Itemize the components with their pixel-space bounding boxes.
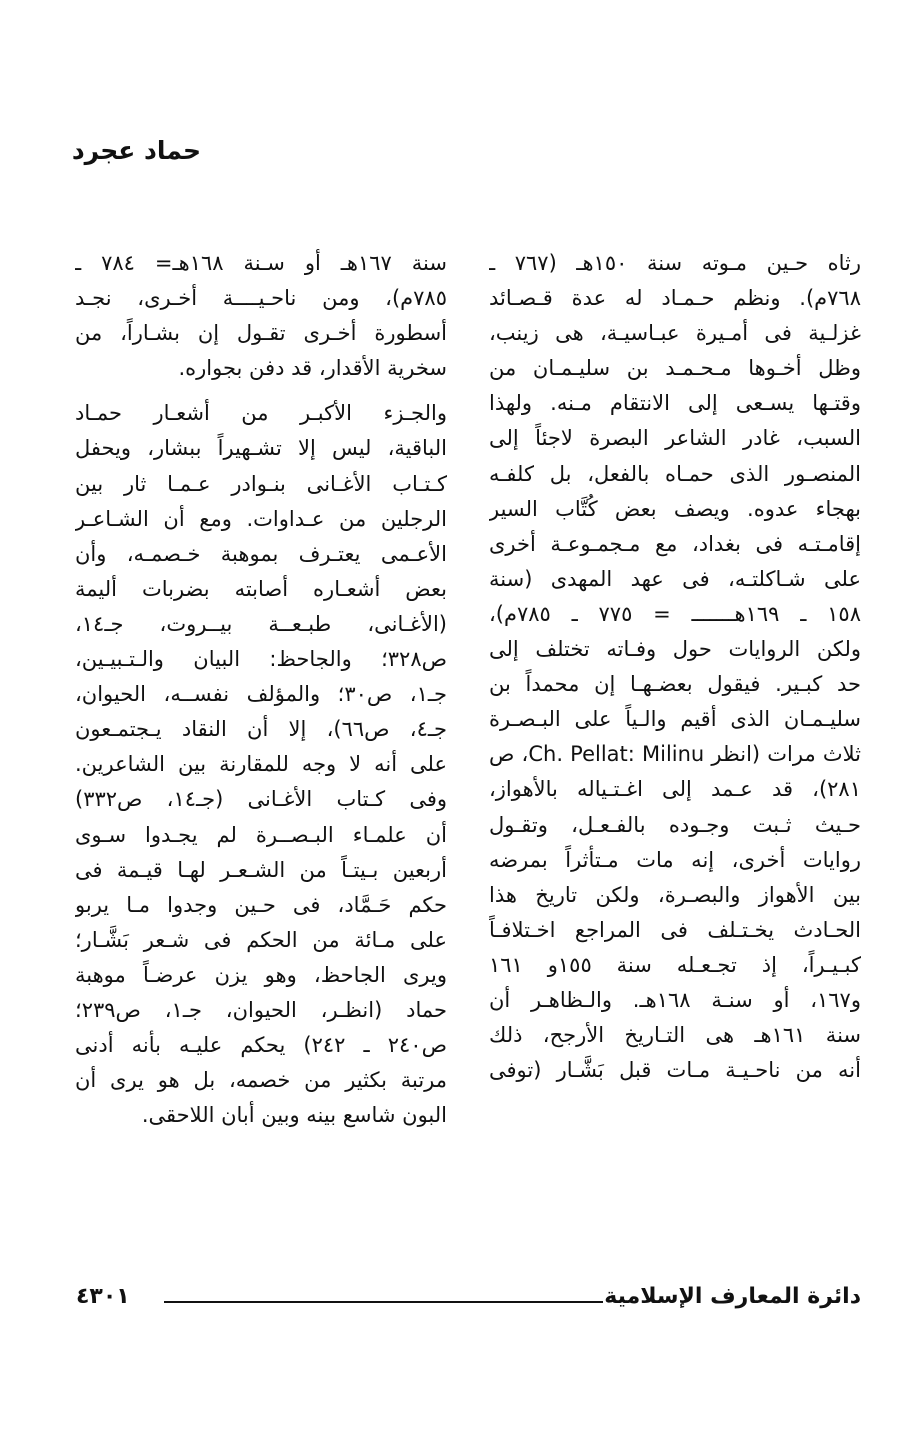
text-line: أسطورة أخـرى تقـول إن بشـاراً، من [75, 321, 447, 346]
text-line: أن علمـاء البـصــرة لم يجـدوا سـوى [75, 822, 447, 847]
text-line: كبـيـراً، إذ تجـعـله سنة ١٥٥و ١٦١ [489, 952, 861, 977]
text-line: ١٥٨ ـ ١٦٩هـــــــ = ٧٧٥ ـ ٧٨٥م)، [489, 601, 861, 626]
text-line: الرجلين من عـداوات. ومع أن الشـاعـر [75, 506, 447, 531]
text-line: ولكن الروايات حول وفـاته تختلف إلى [489, 637, 861, 662]
text-line: مرتبة بكثير من خصمه، بل هو يرى أن [75, 1068, 447, 1093]
text-line: وظل أخـوها مـحـمـد بن سليـمـان من [489, 356, 861, 381]
text-line: حـيث ثـبت وجـوده بالفـعـل، وتقـول [489, 812, 861, 837]
text-line: أنه من ناحـيـة مـات قبل بَشَّـار (توفى [489, 1058, 861, 1083]
text-line: وفى كـتاب الأغـانى (جـ١٤، ص٣٣٢) [75, 787, 447, 812]
text-line: أربعين بـيتـاً من الشـعـر لهـا قيـمة فى [75, 857, 447, 882]
paragraph-gap [75, 386, 447, 396]
text-line: سليـمـان الذى أقيم والـياً على البـصـرة [489, 707, 861, 732]
text-column-right [489, 246, 861, 1088]
text-line: المنصـور الذى حمـاه بالفعل، بل كلفـه [489, 461, 861, 486]
text-line: حماد (انظـر، الحيوان، جـ١، ص٢٣٩؛ [75, 997, 447, 1022]
text-line: ٧٨٥م)، ومن ناحـيــــة أخـرى، نجـد [75, 286, 447, 311]
footer-page-number: ٤٣٠١ [76, 1284, 130, 1309]
text-line: الحـادث يخـتـلف فى المراجع اخـتلافـاً [489, 917, 861, 942]
text-line: على شـاكلتـه، فى عهد المهدى (سنة [489, 566, 861, 591]
text-line: جـ١، ص٣٠؛ والمؤلف نفســه، الحيوان، [75, 682, 447, 707]
text-line: غزلـية فى أمـيرة عبـاسيـة، هى زينب، [489, 321, 861, 346]
text-line: والجـزء الأكبـر من أشعـار حمـاد [75, 401, 447, 426]
text-line: على مـائة من الحكم فى شـعر بَشَّـار؛ [75, 927, 447, 952]
text-line: على أنه لا وجه للمقارنة بين الشاعرين. [75, 752, 447, 777]
text-line: بين الأهواز والبصـرة، ولكن تاريخ هذا [489, 882, 861, 907]
text-line: سنة ١٦٧هـ أو سـنة ١٦٨هـ= ٧٨٤ ـ [75, 251, 447, 275]
text-line: بعض أشعـاره أصابته بضربات أليمة [75, 576, 447, 601]
text-line: حد كبـير. فيقول بعضـهـا إن محمداً بن [489, 672, 861, 697]
text-line: سخرية الأقدار، قد دفن بجواره. [178, 356, 447, 381]
footer-encyclopedia-name: دائرة المعارف الإسلامية [604, 1284, 861, 1309]
text-column-left [75, 246, 447, 1133]
text-line: بهجاء عدوه. ويصف بعض كُتَّاب السير [489, 496, 861, 521]
footer-rule-divider [164, 1301, 603, 1303]
text-line: إقامـتـه فى بغداد، مع مـجمـوعـة أخرى [489, 531, 861, 556]
text-line: وقتـها يسـعى إلى الانتقام مـنه. ولهذا [489, 391, 861, 416]
text-line: حكم حَـمَّاد، فى حـين وجدوا مـا يربو [75, 892, 447, 917]
page-footer [76, 1284, 861, 1318]
text-line: ص٢٤٠ ـ ٢٤٢) يحكم عليـه بأنه أدنى [75, 1033, 447, 1058]
text-line: روايات أخرى، إنه مات مـتأثراً بمرضه [489, 847, 861, 872]
running-header-title: حماد عجرد [71, 136, 201, 165]
text-line: ثلاث مرات (انظر Ch. Pellat: Milinu، ص [489, 742, 861, 767]
text-line: ٢٨١)، قد عـمد إلى اغـتـياله بالأهواز، [489, 777, 861, 802]
text-line: البون شاسع بينه وبين أبان اللاحقى. [141, 1103, 447, 1128]
text-line: و١٦٧، أو سنـة ١٦٨هـ. والـظاهـر أن [489, 987, 861, 1012]
text-line: السبب، غادر الشاعر البصرة لاجئاً إلى [489, 426, 861, 451]
text-line: رثاه حـين مـوته سنة ١٥٠هـ (٧٦٧ ـ [489, 251, 861, 275]
text-line: سنة ١٦١هـ هى التـاريخ الأرجح، ذلك [489, 1023, 861, 1048]
text-line: الباقية، ليس إلا تشـهيراً ببشار، ويحفل [75, 436, 447, 461]
text-line: ص٣٢٨؛ والجاحظ: البيان والـتـبيـين، [75, 647, 447, 672]
text-line: جـ٤، ص٦٦)، إلا أن النقاد يـجتمـعون [75, 717, 447, 742]
text-line: كـتـاب الأغـانى بنـوادر عـمـا ثار بين [75, 471, 447, 496]
text-line: ويرى الجاحظ، وهو يزن عرضـاً موهبة [75, 962, 447, 987]
text-line: ٧٦٨م). ونظم حـمـاد له عدة قـصـائد [489, 286, 861, 311]
text-line: (الأغـانى، طبـعــة بيــروت، جـ١٤، [75, 611, 447, 636]
text-line: الأعـمى يعتـرف بموهبة خـصمـه، وأن [75, 541, 447, 566]
